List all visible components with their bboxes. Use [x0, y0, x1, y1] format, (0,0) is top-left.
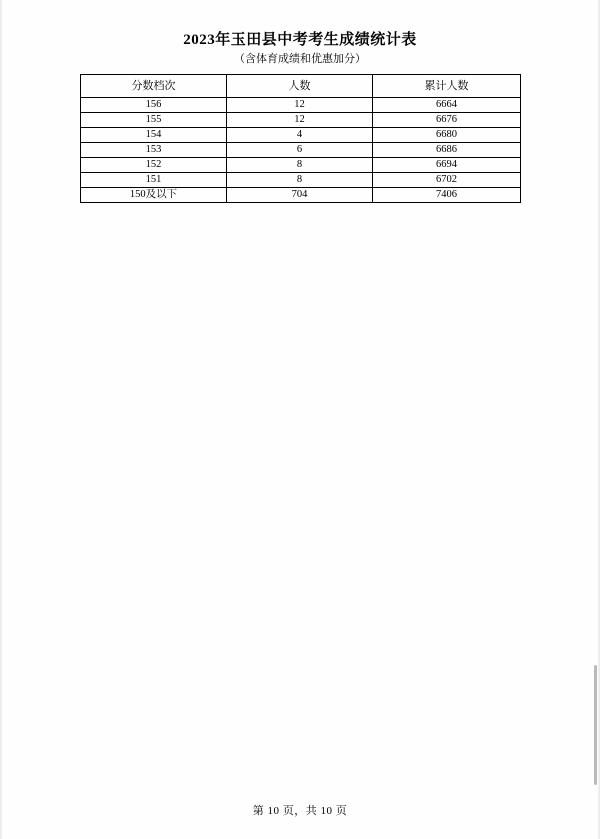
scrollbar-thumb[interactable]: [594, 665, 597, 785]
cell-cumulative: 6702: [373, 173, 521, 188]
cell-count: 12: [227, 98, 373, 113]
cell-cumulative: 7406: [373, 188, 521, 203]
cell-score-band: 155: [81, 113, 227, 128]
table-header-row: [81, 75, 521, 98]
cell-cumulative: 6686: [373, 143, 521, 158]
cell-cumulative: 6676: [373, 113, 521, 128]
cell-cumulative: 6694: [373, 158, 521, 173]
cell-cumulative: 6680: [373, 128, 521, 143]
cell-score-band: 151: [81, 173, 227, 188]
cell-count: 704: [227, 188, 373, 203]
table-header-count: 人数: [227, 75, 373, 98]
table-row: [81, 113, 521, 128]
page-left-edge-shade: [0, 0, 3, 839]
cell-score-band: 156: [81, 98, 227, 113]
cell-score-band: 153: [81, 143, 227, 158]
page-footer: 第 10 页，共 10 页: [252, 805, 348, 817]
table-row: [81, 128, 521, 143]
table-row: [81, 173, 521, 188]
cell-count: 8: [227, 173, 373, 188]
page-subtitle: （含体育成绩和优惠加分）: [234, 53, 366, 65]
table-row: [81, 98, 521, 113]
cell-count: 6: [227, 143, 373, 158]
cell-score-band: 152: [81, 158, 227, 173]
table-header-cumulative: 累计人数: [373, 75, 521, 98]
cell-count: 8: [227, 158, 373, 173]
table-row: [81, 188, 521, 203]
cell-count: 12: [227, 113, 373, 128]
cell-score-band: 150及以下: [81, 188, 227, 203]
table-row: [81, 158, 521, 173]
cell-count: 4: [227, 128, 373, 143]
page-title: 2023年玉田县中考考生成绩统计表: [183, 32, 417, 48]
cell-cumulative: 6664: [373, 98, 521, 113]
table-header-score-band: 分数档次: [81, 75, 227, 98]
table-row: [81, 143, 521, 158]
score-statistics-table: [80, 74, 521, 203]
cell-score-band: 154: [81, 128, 227, 143]
